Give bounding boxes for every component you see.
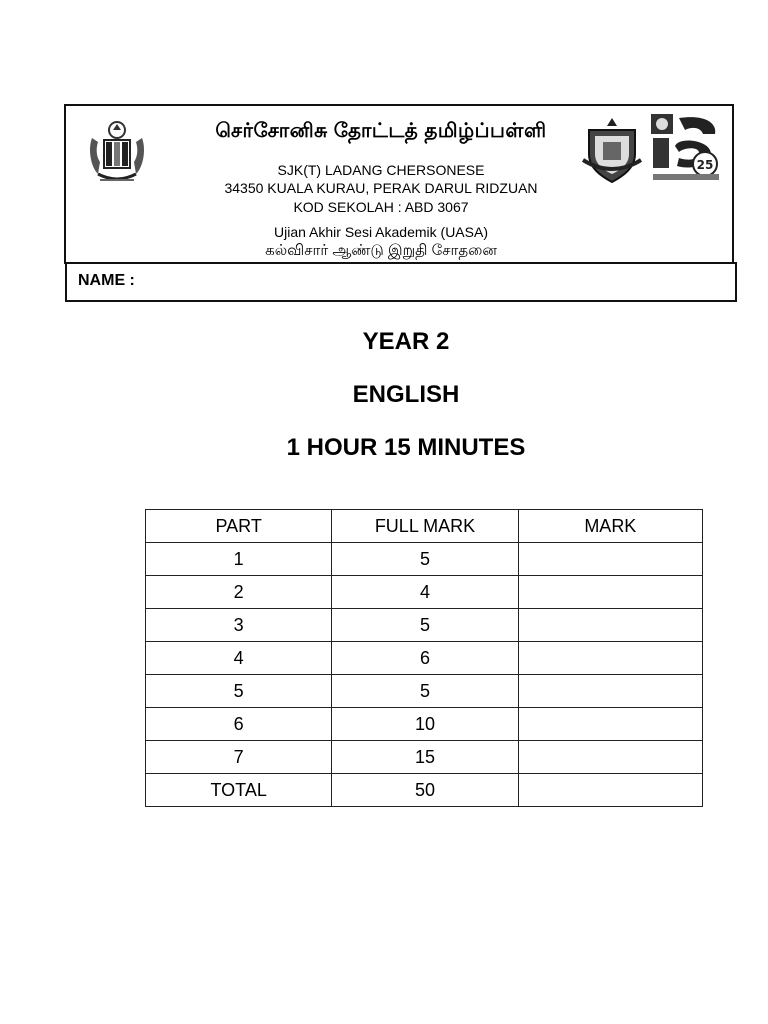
full-mark-cell: 5	[332, 543, 518, 576]
mark-cell[interactable]	[518, 708, 702, 741]
full-mark-cell: 15	[332, 741, 518, 774]
total-mark-cell[interactable]	[518, 774, 702, 807]
full-mark-cell: 10	[332, 708, 518, 741]
table-row	[146, 576, 703, 609]
table-row	[146, 741, 703, 774]
school-code: KOD SEKOLAH : ABD 3067	[293, 199, 469, 215]
mark-cell[interactable]	[518, 576, 702, 609]
table-row	[146, 675, 703, 708]
part-cell: 2	[146, 576, 332, 609]
part-cell: 3	[146, 609, 332, 642]
coat-of-arms-logo	[86, 118, 148, 188]
column-header-mark: MARK	[518, 510, 702, 543]
table-row	[146, 708, 703, 741]
anniversary-number: 25	[696, 158, 714, 172]
part-cell: 6	[146, 708, 332, 741]
mark-cell[interactable]	[518, 543, 702, 576]
school-name-tamil: செர்சோனிசு தோட்டத் தமிழ்ப்பள்ளி	[215, 120, 547, 142]
part-cell: 7	[146, 741, 332, 774]
full-mark-cell: 6	[332, 642, 518, 675]
table-row	[146, 543, 703, 576]
duration-heading: 1 HOUR 15 MINUTES	[286, 434, 526, 461]
school-name: SJK(T) LADANG CHERSONESE	[277, 162, 485, 178]
full-mark-cell: 5	[332, 609, 518, 642]
school-header	[64, 104, 734, 264]
part-cell: 4	[146, 642, 332, 675]
mark-cell[interactable]	[518, 675, 702, 708]
table-row-total	[146, 774, 703, 807]
table-header-row	[146, 510, 703, 543]
marks-table	[145, 509, 703, 807]
year-heading: YEAR 2	[362, 328, 450, 355]
school-badge-logo	[581, 116, 643, 184]
total-full-mark-cell: 50	[332, 774, 518, 807]
mark-cell[interactable]	[518, 642, 702, 675]
name-field[interactable]	[65, 262, 737, 302]
mark-cell[interactable]	[518, 741, 702, 774]
table-row	[146, 642, 703, 675]
exam-name: Ujian Akhir Sesi Akademik (UASA)	[274, 224, 488, 240]
full-mark-cell: 4	[332, 576, 518, 609]
part-cell: 5	[146, 675, 332, 708]
anniversary-emblem-logo	[649, 112, 723, 184]
exam-name-tamil: கல்விசார் ஆண்டு இறுதி சோதனை	[265, 242, 497, 259]
column-header-part: PART	[146, 510, 332, 543]
column-header-full-mark: FULL MARK	[332, 510, 518, 543]
total-label-cell: TOTAL	[146, 774, 332, 807]
school-address: 34350 KUALA KURAU, PERAK DARUL RIDZUAN	[224, 180, 538, 196]
subject-heading: ENGLISH	[352, 381, 460, 408]
part-cell: 1	[146, 543, 332, 576]
mark-cell[interactable]	[518, 609, 702, 642]
full-mark-cell: 5	[332, 675, 518, 708]
name-label: NAME :	[78, 272, 135, 289]
table-row	[146, 609, 703, 642]
